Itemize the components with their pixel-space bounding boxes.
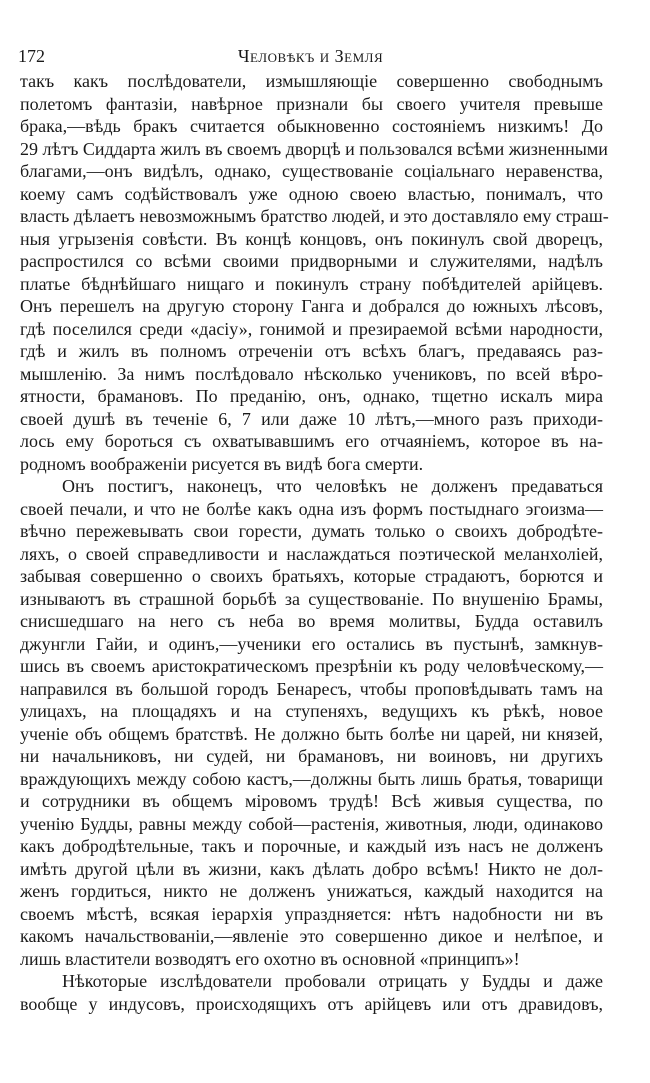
text-line: родномъ воображеніи рисуется въ видѣ бога смерти. [20,453,424,474]
text-line: полетомъ фантазіи, навѣрное признали бы своего учителя превыше [20,93,603,114]
text-line: женъ гордиться, никто не долженъ унижаться, каждый находится на [20,881,603,901]
text-line: лишь властители возводятъ его охотно въ основной «принципъ»! [20,948,520,969]
text-line: забывая совершенно о своихъ братьяхъ, которые страдаютъ, борются и [20,566,603,586]
text-line: и сотрудники въ общемъ міровомъ трудѣ! Всѣ живыя существа, по [20,791,603,811]
text-line: какомъ начальствованіи,—явленіе это совершенно дикое и нелѣпое, и [20,926,603,946]
text-line: своемъ мѣстѣ, всякая іерархія упраздняется: нѣтъ надобности ни въ [20,903,603,924]
text-line: платье бѣднѣйшаго нищаго и покинулъ страну побѣдителей арійцевъ. [20,273,603,294]
text-line: гдѣ поселился среди «дасіу», гонимой и презираемой всѣми народности, [20,318,603,339]
page-header [18,46,603,70]
text-line: коему самъ содѣйствовалъ уже одною своею властью, понималъ, что [20,183,603,204]
text-line: вообще у индусовъ, происходящихъ отъ арійцевъ или отъ дравидовъ, [20,993,603,1014]
text-line: какъ добродѣтельные, такъ и порочные, и каждый изъ насъ не долженъ [20,836,603,856]
text-line: своей печали, и что не болѣе какъ одна изъ формъ постыднаго эгоизма— [20,498,603,519]
text-line: Онъ перешелъ на другую сторону Ганга и добрался до южныхъ лѣсовъ, [20,296,603,316]
running-title: Человѣкъ и Земля [237,46,384,66]
text-line: гдѣ и жилъ въ полномъ отреченіи отъ всѣхъ благъ, предаваясь раз- [20,341,603,361]
text-line: Нѣкоторые изслѣдователи пробовали отрицать у Будды и даже [62,971,603,991]
body-text [20,70,609,1015]
text-line: ныя угрызенія совѣсти. Въ концѣ концовъ, онъ покинулъ свой дворецъ, [20,228,603,249]
text-line: своей душѣ въ теченіе 6, 7 или даже 10 лѣтъ,—много разъ приходи- [20,408,603,429]
text-line: снисшедшаго на него съ неба во время молитвы, Будда оставилъ [20,611,603,631]
text-line: такъ какъ послѣдователи, измышляющіе совершенно свободнымъ [20,71,603,91]
text-line: мышленію. За нимъ послѣдовало нѣсколько учениковъ, по всей вѣро- [20,363,603,384]
text-line: брака,—вѣдь бракъ считается обыкновенно состояніемъ низкимъ! До [20,116,603,136]
text-line: джунгли Гайи, и одинъ,—ученики его остались въ пустынѣ, замкнув- [20,633,603,654]
text-line: имѣть другой цѣли въ жизни, какъ дѣлать добро всѣмъ! Никто не дол- [20,858,603,879]
text-line: ученіе объ общемъ братствѣ. Не должно быть болѣе ни царей, ни князей, [20,723,603,744]
text-line: враждующихъ между собою кастъ,—должны быть лишь братья, товарищи [20,768,603,789]
text-line: благами,—онъ видѣлъ, однако, существованіе соціальнаго неравенства, [20,161,603,181]
text-line: Онъ постигъ, наконецъ, что человѣкъ не долженъ предаваться [62,476,603,496]
text-line: лось ему бороться съ охватывавшимъ его отчаяніемъ, которое въ на- [20,431,603,451]
text-line: 29 лѣтъ Сиддарта жилъ въ своемъ дворцѣ и пользовался всѣми жизненными [20,138,608,159]
text-line: улицахъ, на площадяхъ и на ступеняхъ, ведущихъ къ рѣкѣ, новое [20,701,603,721]
text-line: вѣчно пережевывать свои горести, думать только о своихъ добродѣте- [20,521,603,541]
text-line: шись въ своемъ аристократическомъ презрѣніи къ роду человѣческому,— [20,656,603,676]
page-number: 172 [18,46,45,66]
text-line: направился въ большой городъ Бенаресъ, чтобы проповѣдывать тамъ на [20,678,603,699]
text-line: ятности, брамановъ. По преданію, онъ, однако, тщетно искалъ мира [20,386,603,406]
text-line: ляхъ, о своей справедливости и наслаждаться поэтической меланхоліей, [20,543,603,564]
text-line: власть дѣлаетъ невозможнымъ братство людей, и это доставляло ему страш- [20,206,609,226]
text-line: ученію Будды, равны между собой—растенія, животныя, люди, одинаково [20,813,603,834]
text-line: распростился со всѣми своими придворными и служителями, надѣлъ [20,251,603,271]
text-line: ни начальниковъ, ни судей, ни брамановъ, ни воиновъ, ни другихъ [20,746,603,766]
text-line: изнываютъ въ страшной борьбѣ за существованіе. По внушенію Брамы, [20,588,603,609]
